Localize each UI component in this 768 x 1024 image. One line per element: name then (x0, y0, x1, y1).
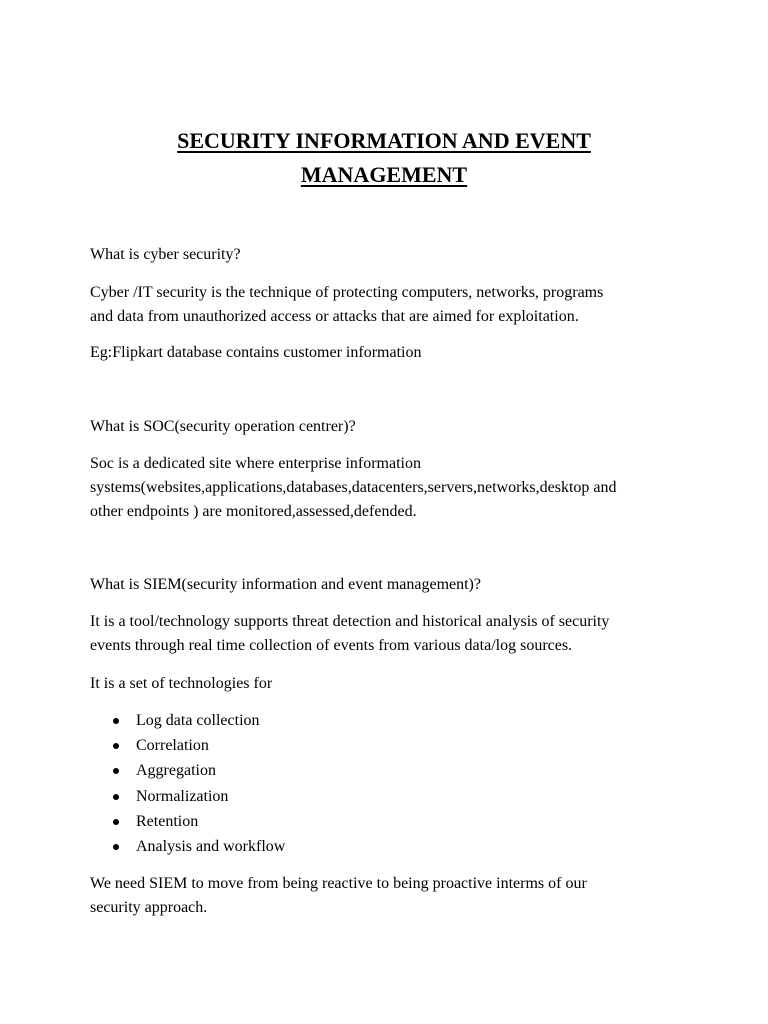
answer-siem-line-2: events through real time collection of events from various data/log sources. (90, 637, 573, 654)
list-item (90, 835, 285, 860)
list-item (90, 734, 285, 759)
list-item (90, 785, 285, 810)
technologies-list (90, 709, 285, 860)
list-item-label: Aggregation (136, 762, 216, 780)
closing-line-2: security approach. (90, 899, 208, 916)
answer-siem-line-1: It is a tool/technology supports threat detection and historical analysis of security (90, 613, 610, 630)
list-item-label: Analysis and workflow (136, 837, 286, 855)
list-item-label: Log data collection (136, 712, 260, 729)
question-cyber-security: What is cyber security? (90, 246, 241, 263)
example-text: Eg:Flipkart database contains customer information (90, 344, 422, 361)
bullet-dot-icon (113, 768, 119, 774)
bullet-dot-icon (113, 794, 119, 800)
answer-cyber-security (90, 281, 690, 329)
answer-cyber-security-line-2: and data from unauthorized access or attacks that are aimed for exploitation. (90, 308, 579, 325)
title-line-2: MANAGEMENT (300, 162, 468, 187)
answer-soc-line-3: other endpoints ) are monitored,assessed,defended. (90, 503, 417, 520)
question-siem: What is SIEM(security information and event management)? (90, 576, 481, 593)
list-item (90, 709, 285, 734)
bullet-dot-icon (113, 743, 119, 749)
bullet-dot-icon (113, 819, 119, 825)
answer-siem (90, 610, 690, 658)
closing-line-1: We need SIEM to move from being reactive to being proactive interms of our (90, 875, 587, 892)
closing-paragraph (90, 872, 690, 920)
answer-cyber-security-line-1: Cyber /IT security is the technique of protecting computers, networks, programs (90, 284, 604, 301)
question-soc: What is SOC(security operation centrer)? (90, 418, 356, 435)
list-item (90, 759, 285, 784)
title-line-1: SECURITY INFORMATION AND EVENT (177, 128, 591, 153)
list-item (90, 810, 285, 835)
list-item-label: Correlation (136, 737, 209, 755)
bullet-dot-icon (113, 718, 119, 724)
answer-soc (90, 452, 690, 524)
answer-soc-line-2: systems(websites,applications,databases,datacenters,servers,networks,desktop and (90, 479, 617, 496)
page-title (90, 124, 678, 192)
list-item-label: Retention (136, 812, 199, 830)
list-item-label: Normalization (136, 787, 229, 805)
technologies-intro: It is a set of technologies for (90, 675, 273, 692)
bullet-dot-icon (113, 844, 119, 850)
answer-soc-line-1: Soc is a dedicated site where enterprise information (90, 455, 421, 472)
